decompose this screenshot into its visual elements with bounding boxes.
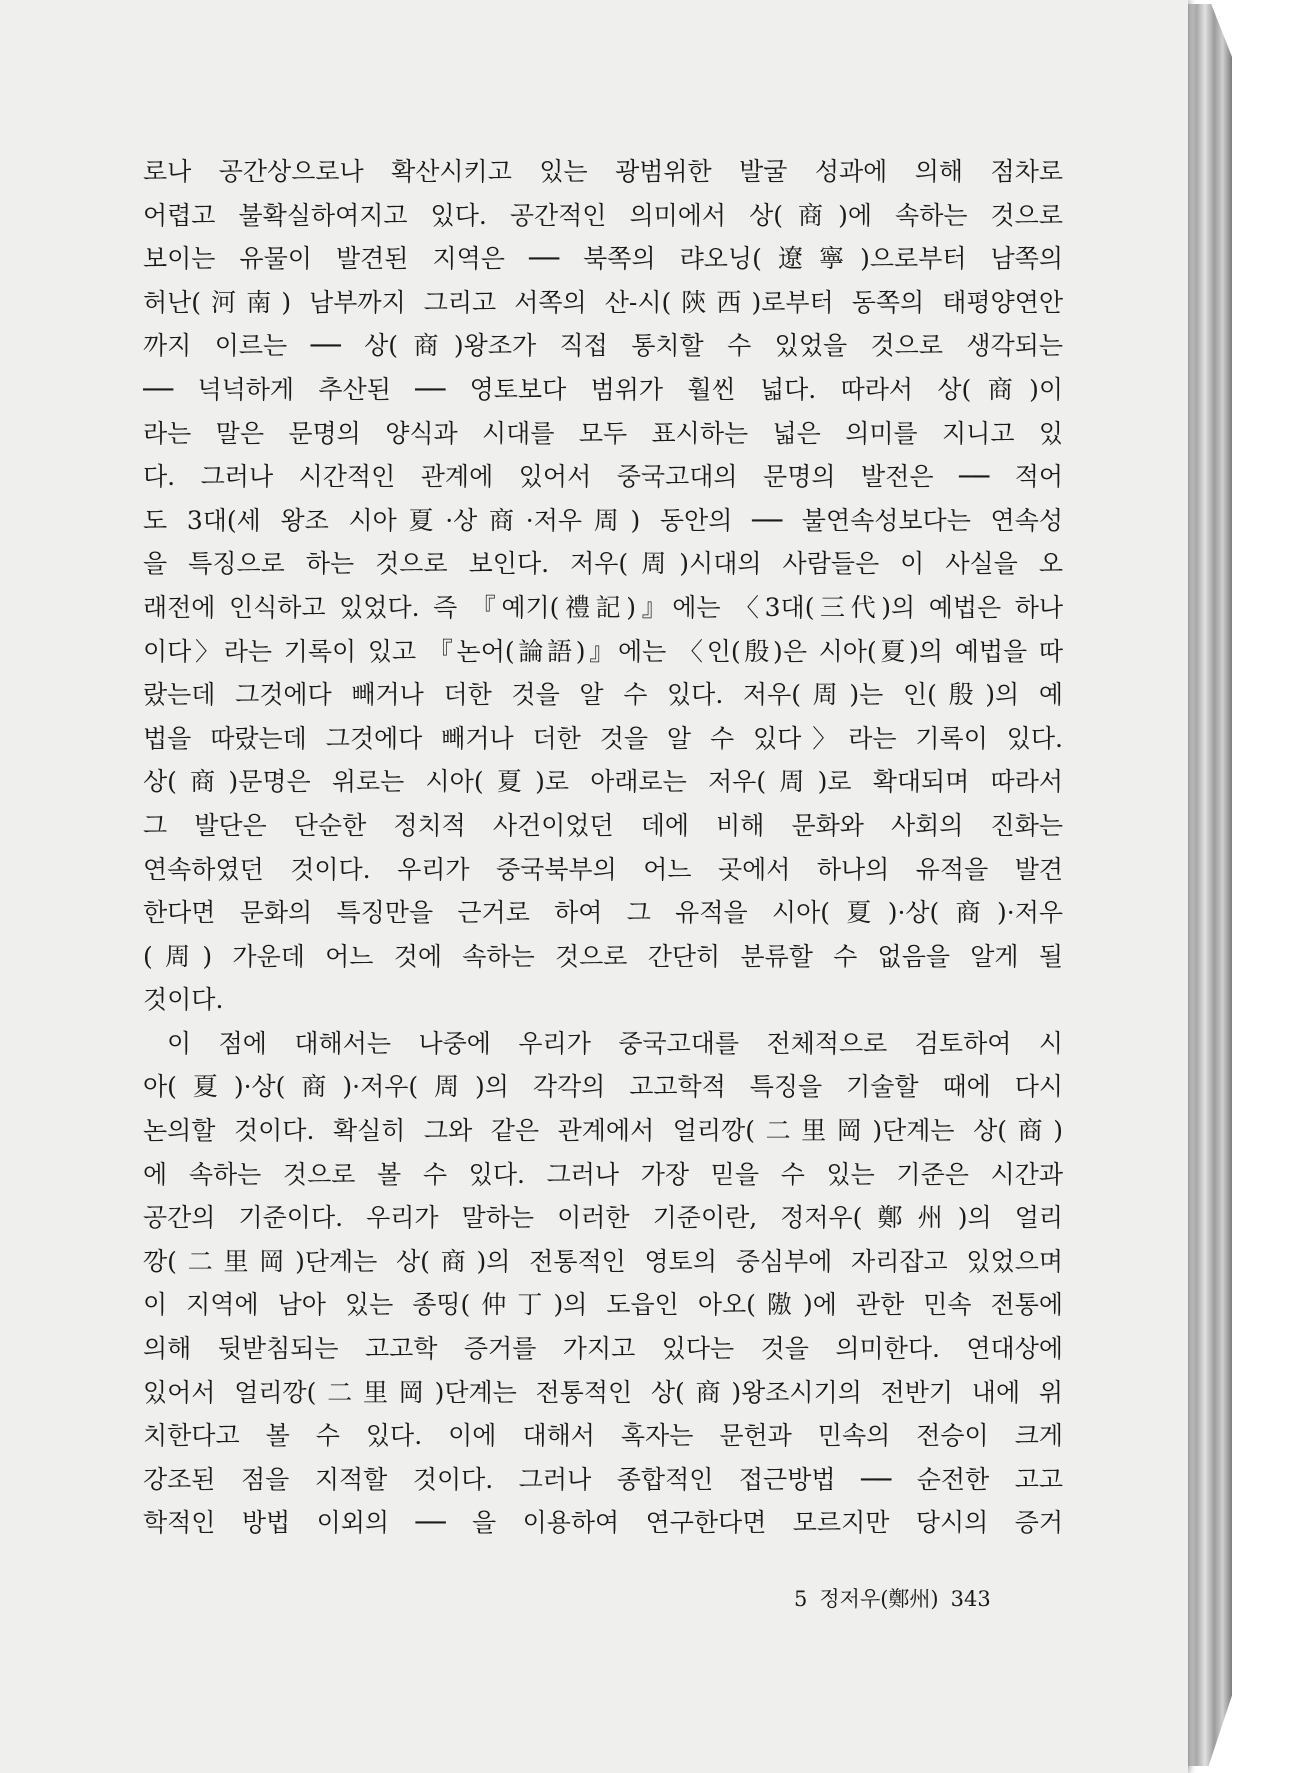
- text-line: 래전에 인식하고 있었다. 즉 『예기(禮記)』에는 〈3대(三代)의 예법은 하나: [143, 592, 1063, 622]
- text-line: 한다면 문화의 특징만을 근거로 하여 그 유적을 시아(夏)·상(商)·저우: [143, 898, 1063, 928]
- text-line: 어렵고 불확실하여지고 있다. 공간적인 의미에서 상(商)에 속하는 것으로: [143, 200, 1063, 230]
- text-line: 다. 그러나 시간적인 관계에 있어서 중국고대의 문명의 발전은 ── 적어: [143, 462, 1063, 492]
- text-line: 공간의 기준이다. 우리가 말하는 이러한 기준이란, 정저우(鄭州)의 얼리: [143, 1203, 1063, 1233]
- paragraph-start-line: 이 점에 대해서는 나중에 우리가 중국고대를 전체적으로 검토하여 시: [167, 1028, 1063, 1058]
- text-line: 까지 이르는 ── 상(商)왕조가 직접 통치할 수 있었을 것으로 생각되는: [143, 331, 1063, 361]
- text-line: 라는 말은 문명의 양식과 시대를 모두 표시하는 넓은 의미를 지니고 있: [143, 418, 1063, 448]
- paragraph-end-line: 것이다.: [143, 985, 224, 1015]
- page-number: 343: [950, 1587, 991, 1611]
- text-line: 도 3대(세 왕조 시아夏·상商·저우周) 동안의 ── 불연속성보다는 연속성: [143, 505, 1063, 535]
- text-line: 법을 따랐는데 그것에다 빼거나 더한 것을 알 수 있다〉라는 기록이 있다.: [143, 723, 1063, 753]
- text-line: 치한다고 볼 수 있다. 이에 대해서 혹자는 문헌과 민속의 전승이 크게: [143, 1421, 1063, 1451]
- text-line: 학적인 방법 이외의 ── 을 이용하여 연구한다면 모르지만 당시의 증거: [143, 1508, 1063, 1538]
- text-line: ── 넉넉하게 추산된 ── 영토보다 범위가 훨씬 넓다. 따라서 상(商)이: [143, 374, 1063, 404]
- text-line: 있어서 얼리깡(二里岡)단계는 전통적인 상(商)왕조시기의 전반기 내에 위: [143, 1377, 1063, 1407]
- text-line: 연속하였던 것이다. 우리가 중국북부의 어느 곳에서 하나의 유적을 발견: [143, 854, 1063, 884]
- text-line: (周) 가운데 어느 것에 속하는 것으로 간단히 분류할 수 없음을 알게 될: [143, 941, 1063, 971]
- text-line: 랐는데 그것에다 빼거나 더한 것을 알 수 있다. 저우(周)는 인(殷)의 예: [143, 680, 1063, 710]
- body-text: [143, 150, 1063, 1545]
- text-line: 그 발단은 단순한 정치적 사건이었던 데에 비해 문화와 사회의 진화는: [143, 810, 1063, 840]
- text-line: 강조된 점을 지적할 것이다. 그러나 종합적인 접근방법 ── 순전한 고고: [143, 1464, 1063, 1494]
- text-line: 아(夏)·상(商)·저우(周)의 각각의 고고학적 특징을 기술할 때에 다시: [143, 1072, 1063, 1102]
- text-line: 논의할 것이다. 확실히 그와 같은 관계에서 얼리깡(二里岡)단계는 상(商): [143, 1116, 1063, 1146]
- chapter-title: 정저우(鄭州): [819, 1587, 939, 1611]
- text-line: 상(商)문명은 위로는 시아(夏)로 아래로는 저우(周)로 확대되며 따라서: [143, 767, 1063, 797]
- text-line: 보이는 유물이 발견된 지역은 ── 북쪽의 랴오닝(遼寧)으로부터 남쪽의: [143, 244, 1063, 274]
- running-footer: [794, 1583, 1003, 1613]
- text-line: 허난(河南) 남부까지 그리고 서쪽의 산-시(陝西)로부터 동쪽의 태평양연안: [143, 287, 1063, 317]
- chapter-number: 5: [794, 1587, 808, 1611]
- text-line: 이 지역에 남아 있는 종띵(仲丁)의 도읍인 아오(隞)에 관한 민속 전통에: [143, 1290, 1063, 1320]
- text-line: 을 특징으로 하는 것으로 보인다. 저우(周)시대의 사람들은 이 사실을 오: [143, 549, 1063, 579]
- text-line: 에 속하는 것으로 볼 수 있다. 그러나 가장 믿을 수 있는 기준은 시간과: [143, 1159, 1063, 1189]
- text-line: 로나 공간상으로나 확산시키고 있는 광범위한 발굴 성과에 의해 점차로: [143, 157, 1063, 186]
- text-line: 의해 뒷받침되는 고고학 증거를 가지고 있다는 것을 의미한다. 연대상에: [143, 1334, 1063, 1364]
- text-line: 깡(二里岡)단계는 상(商)의 전통적인 영토의 중심부에 자리잡고 있었으며: [143, 1246, 1063, 1276]
- text-line: 이다〉라는 기록이 있고 『논어(論語)』에는 〈인(殷)은 시아(夏)의 예법을 따: [143, 636, 1063, 666]
